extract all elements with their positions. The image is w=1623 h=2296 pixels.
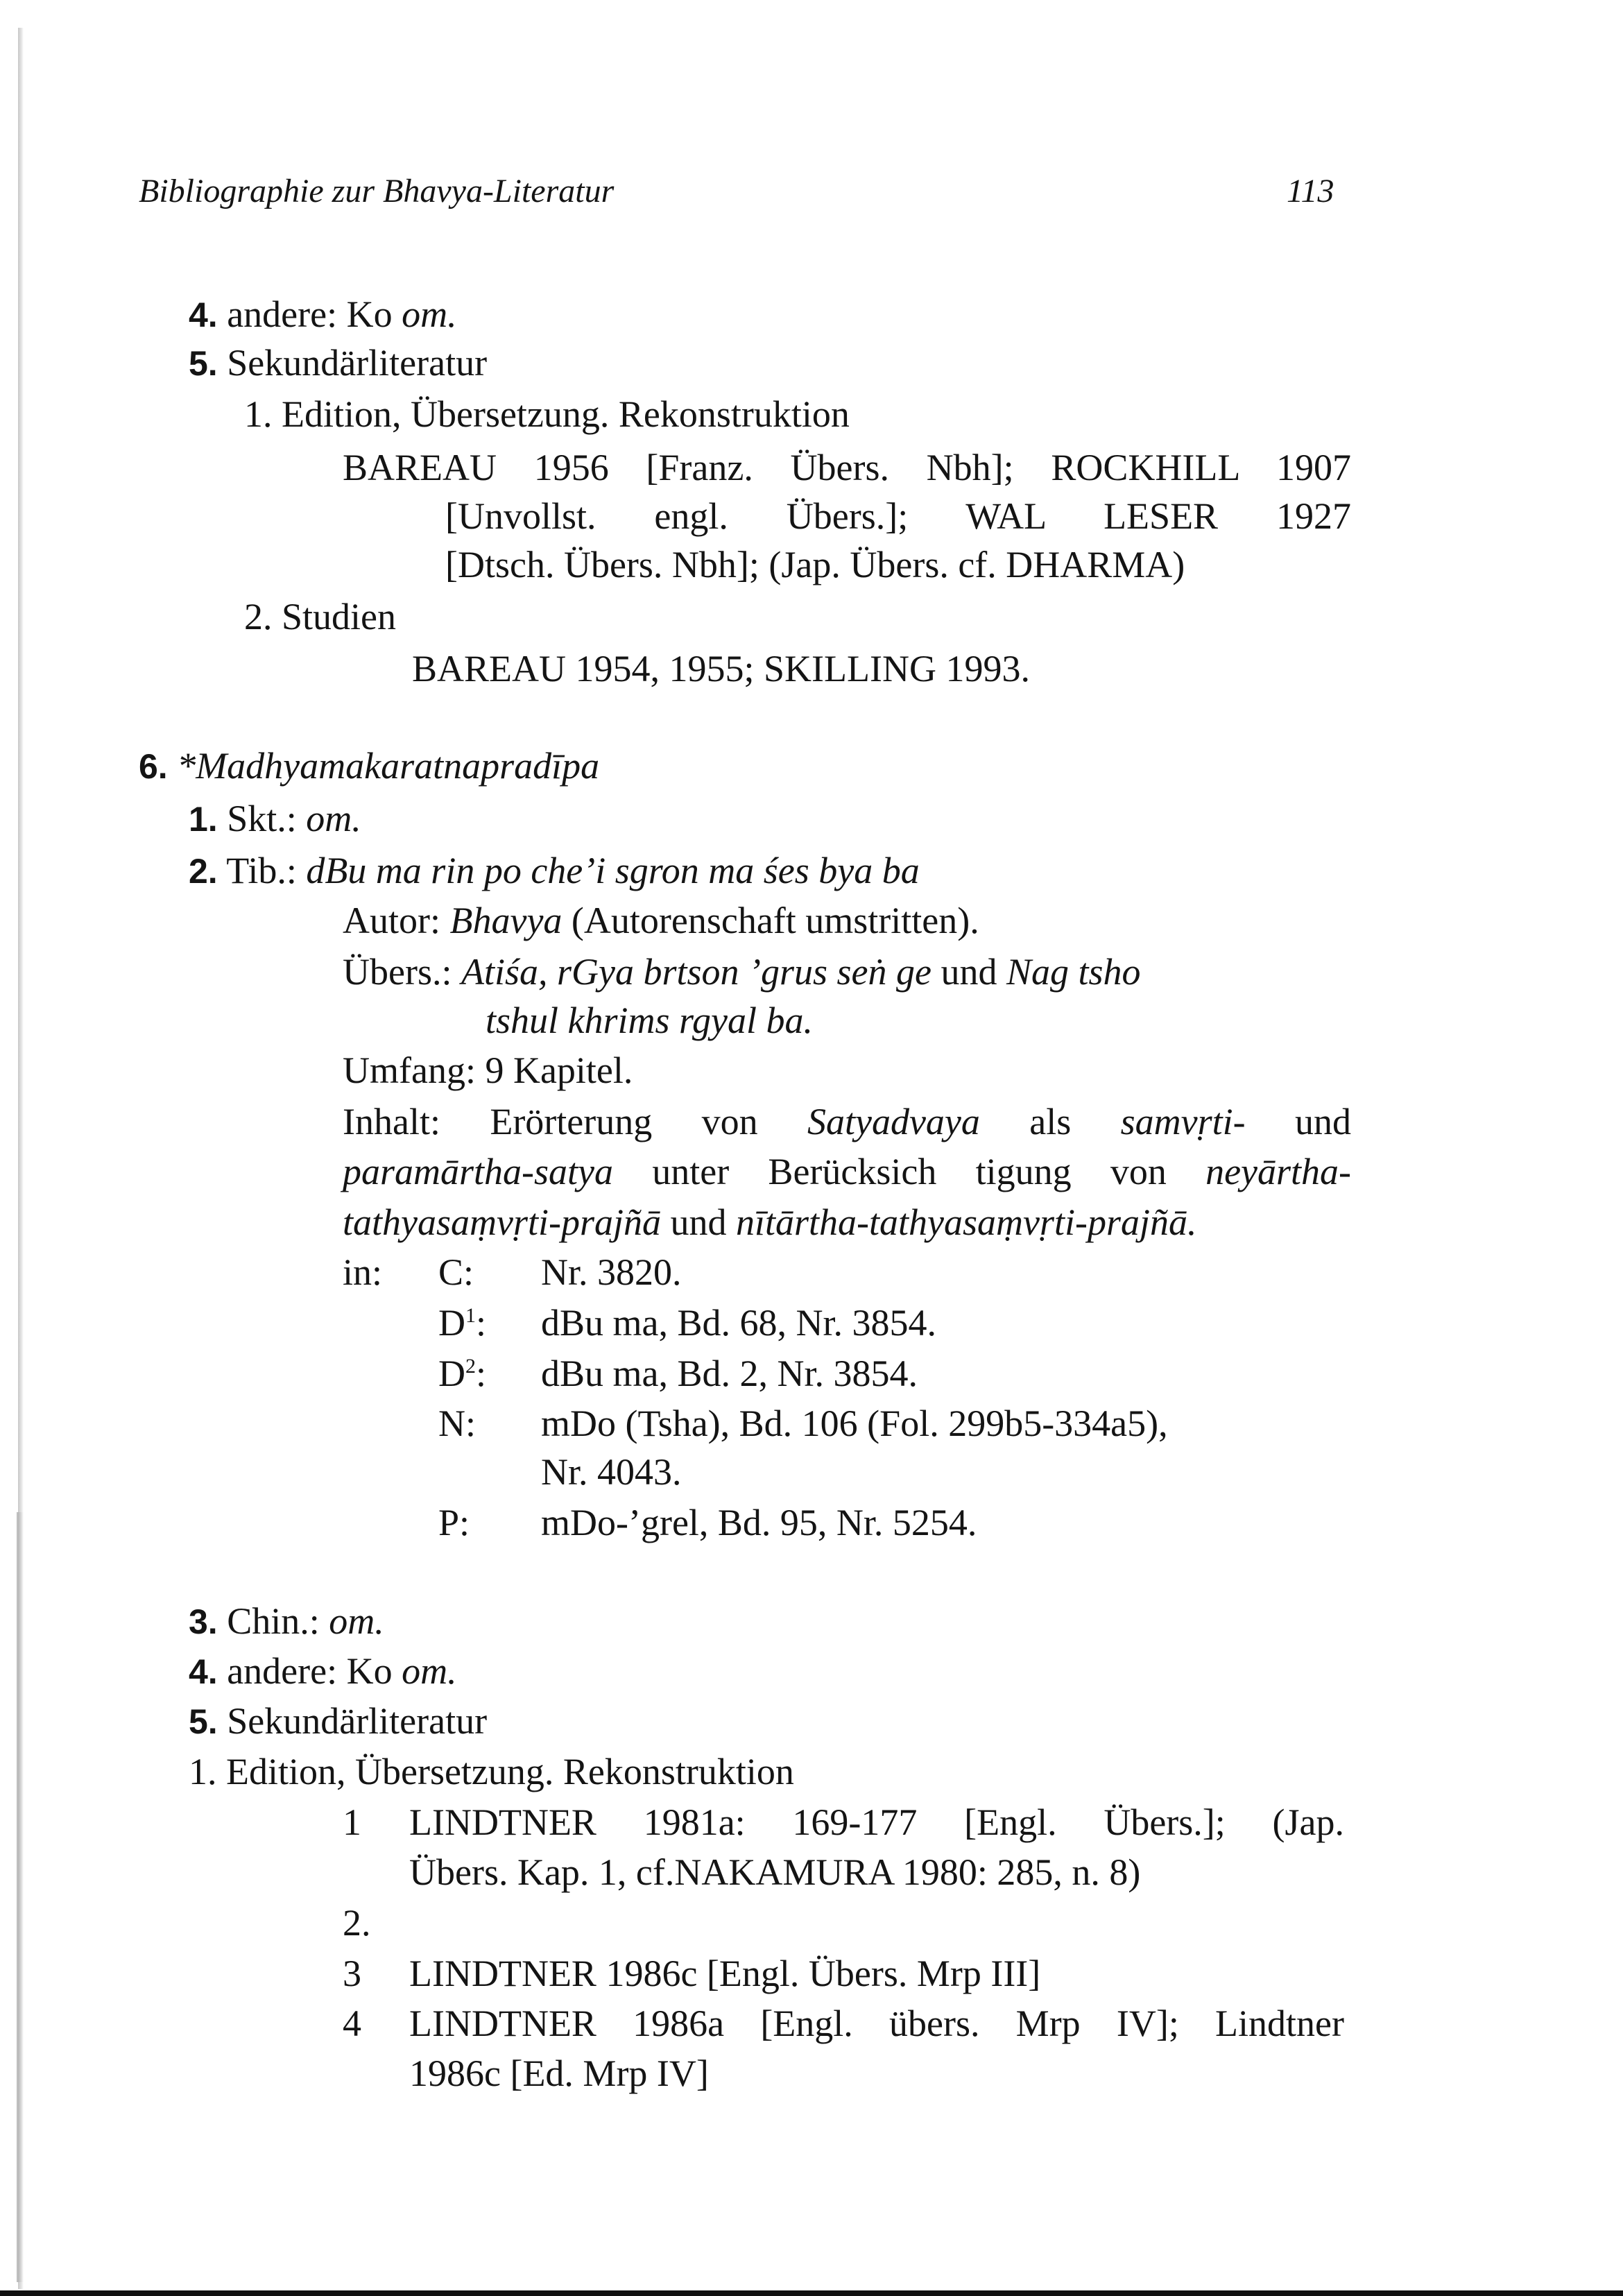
item-1-line-1: LINDTNER 1981a: 169-177 [Engl. Übers.]; (Jap. — [409, 1801, 1344, 1843]
edition-text-d2: dBu ma, Bd. 2, Nr. 3854. — [541, 1353, 918, 1394]
item-2-num: 2. — [343, 1902, 371, 1944]
edition-text-n: mDo (Tsha), Bd. 106 (Fol. 299b5-334a5), — [541, 1403, 1168, 1444]
andere-line: 4. andere: Ko om. — [189, 1650, 457, 1692]
sub1-heading: 1. Edition, Übersetzung. Rekonstruktion — [189, 1751, 794, 1792]
edition-text-d1: dBu ma, Bd. 68, Nr. 3854. — [541, 1302, 937, 1344]
edition-sig-n: N: — [438, 1403, 476, 1444]
inhalt-line-3: tathyasaṃvṛti-prajñā und nītārtha-tathyasaṃvṛti-prajñā. — [343, 1201, 1197, 1243]
edition-text-c: Nr. 3820. — [541, 1251, 682, 1293]
prev-sub1-line-2: [Unvollst. engl. Übers.]; WAL LESER 1927 — [445, 495, 1351, 537]
running-title: Bibliographie zur Bhavya-Literatur — [139, 173, 615, 209]
edition-sig-d2: $D^2$: — [438, 1353, 487, 1394]
prev-andere-line: 4. andere: Ko om. — [189, 293, 457, 335]
inhalt-line-2: paramārtha-satya unter Berücksich tigung von neyārtha- — [343, 1151, 1351, 1192]
tib-line: 2. Tib.: dBu ma rin po che’i sgron ma śes bya ba — [189, 850, 920, 891]
scan-edge-lower — [17, 1512, 24, 2282]
item-1-line-2: Übers. Kap. 1, cf.NAKAMURA 1980: 285, n. 8) — [409, 1851, 1141, 1893]
item-4-line-1: LINDTNER 1986a [Engl. übers. Mrp IV]; Lindtner — [409, 2003, 1344, 2044]
scan-bottom-border — [0, 2290, 1623, 2296]
prev-sub1-line-3: [Dtsch. Übers. Nbh]; (Jap. Übers. cf. DHARMA) — [445, 544, 1185, 585]
item-3-num: 3 — [343, 1953, 361, 1994]
uebers-line-2: tshul khrims rgyal ba. — [486, 1000, 813, 1041]
inhalt-line-1: Inhalt: Erörterung von Satyadvaya als samvṛti- und — [343, 1101, 1351, 1142]
item-1-num: 1 — [343, 1801, 361, 1843]
chin-line: 3. Chin.: om. — [189, 1600, 384, 1642]
edition-sig-p: P: — [438, 1502, 470, 1543]
umfang-line: Umfang: 9 Kapitel. — [343, 1050, 633, 1091]
prev-sub1-line-1: BAREAU 1956 [Franz. Übers. Nbh]; ROCKHILL 1907 — [343, 447, 1351, 488]
item-4-line-2: 1986c [Ed. Mrp IV] — [409, 2053, 709, 2094]
autor-line: Autor: Bhavya (Autorenschaft umstritten). — [343, 900, 979, 941]
edition-text-p: mDo-’grel, Bd. 95, Nr. 5254. — [541, 1502, 977, 1543]
edition-sig-d1: $D^1$: — [438, 1302, 487, 1344]
edition-sig-c: C: — [438, 1251, 474, 1293]
sekundaer-line: 5. Sekundärliteratur — [189, 1700, 488, 1742]
prev-sub2-heading: 2. Studien — [244, 596, 397, 637]
editions-label: in: — [343, 1251, 383, 1293]
uebers-line: Übers.: Atiśa, rGya brtson ’grus seṅ ge und Nag tsho — [343, 951, 1141, 993]
prev-sub1-heading: 1. Edition, Übersetzung. Rekonstruktion — [244, 393, 850, 435]
prev-sekundaer-line: 5. Sekundärliteratur — [189, 342, 488, 384]
prev-sub2-line: BAREAU 1954, 1955; SKILLING 1993. — [412, 648, 1030, 689]
entry-heading: 6. *Madhyamakaratnapradīpa — [139, 745, 600, 787]
skt-line: 1. Skt.: om. — [189, 798, 361, 839]
item-3-line-1: LINDTNER 1986c [Engl. Übers. Mrp III] — [409, 1953, 1041, 1994]
page-number: 113 — [1287, 173, 1334, 209]
edition-text-n-2: Nr. 4043. — [541, 1451, 682, 1493]
item-4-num: 4 — [343, 2003, 361, 2044]
